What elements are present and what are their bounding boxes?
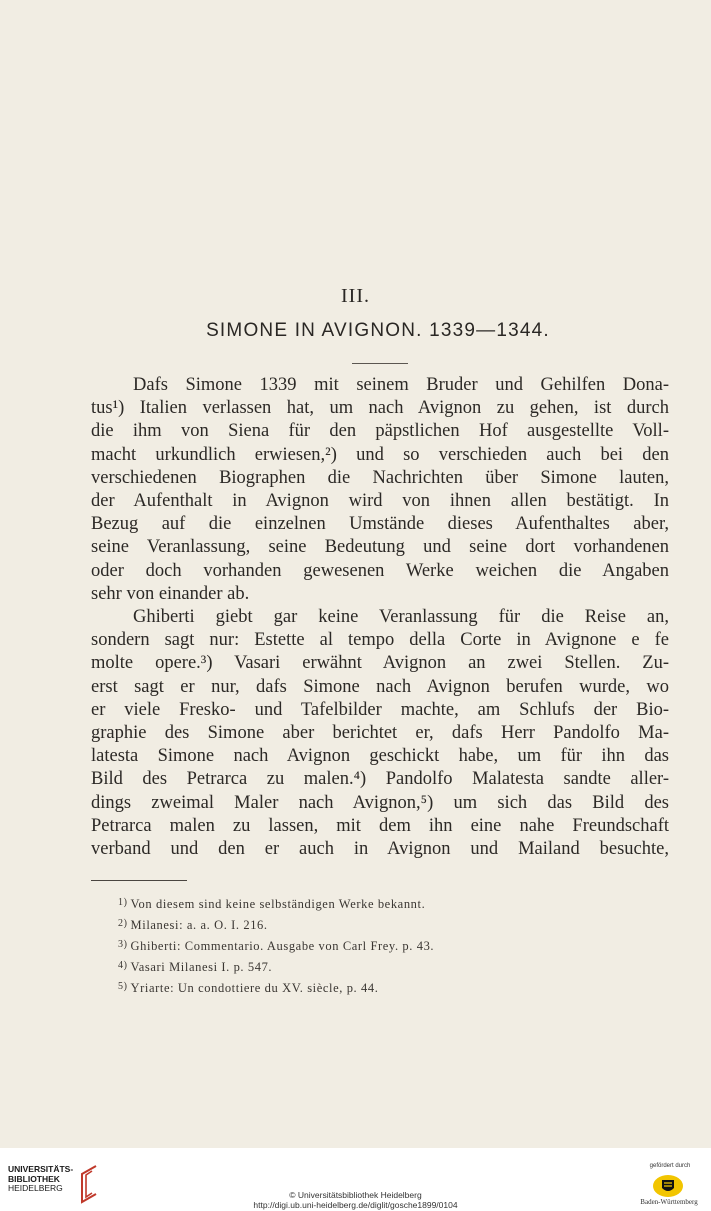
footnote bbox=[118, 914, 658, 935]
text-line: Dafs Simone 1339 mit seinem Bruder und Gehilfen Dona- bbox=[133, 375, 669, 395]
text-line: erst sagt er nur, dafs Simone nach Avignon berufen wurde, wo bbox=[91, 676, 669, 697]
text-line: dings zweimal Maler nach Avignon,⁵) um sich das Bild des bbox=[91, 792, 669, 813]
footnote-mark: 4) bbox=[118, 960, 128, 971]
text-line: Petrarca malen zu lassen, mit dem ihn eine nahe Freundschaft bbox=[91, 815, 669, 836]
footnote-text: Vasari Milanesi I. p. 547. bbox=[130, 960, 273, 974]
footnote-text: Milanesi: a. a. O. I. 216. bbox=[130, 918, 268, 932]
footnote bbox=[118, 935, 658, 956]
text-line: Bild des Petrarca zu malen.⁴) Pandolfo Malatesta sandte aller- bbox=[91, 769, 669, 790]
footnote bbox=[118, 893, 658, 914]
text-line: tus¹) Italien verlassen hat, um nach Avignon zu gehen, ist durch bbox=[91, 398, 669, 419]
text-line: macht urkundlich erwiesen,²) und so verschieden auch bei den bbox=[91, 444, 669, 465]
text-line: sehr von einander ab. bbox=[91, 583, 250, 604]
text-line: Ghiberti giebt gar keine Veranlassung für die Reise an, bbox=[133, 607, 669, 628]
library-logo-line: HEIDELBERG bbox=[8, 1183, 63, 1193]
coat-of-arms-icon bbox=[651, 1174, 685, 1198]
body-text bbox=[91, 374, 669, 861]
sponsor-label: gefördert durch bbox=[649, 1163, 691, 1169]
footnote bbox=[118, 956, 658, 977]
footnote-divider bbox=[91, 880, 187, 881]
copyright-notice bbox=[0, 1190, 711, 1210]
text-line: die ihm von Siena für den päpstlichen Hof ausgestellte Voll- bbox=[91, 421, 669, 442]
footnote-mark: 1) bbox=[118, 897, 128, 908]
copyright-text: © Universitätsbibliothek Heidelberg bbox=[289, 1190, 422, 1200]
text-line: seine Veranlassung, seine Bedeutung und seine dort vorhandenen bbox=[91, 537, 669, 558]
chapter-title: SIMONE IN AVIGNON. 1339—1344. bbox=[206, 320, 550, 341]
sponsor-name: Baden-Württemberg bbox=[640, 1198, 698, 1206]
library-logo-line: UNIVERSITÄTS- bbox=[8, 1164, 74, 1174]
text-line: Bezug auf die einzelnen Umstände dieses Aufenthaltes aber, bbox=[91, 514, 669, 535]
text-line: verband und den er auch in Avignon und Mailand besuchte, bbox=[91, 839, 669, 860]
footnote-text: Ghiberti: Commentario. Ausgabe von Carl Frey. p. 43. bbox=[130, 939, 435, 953]
text-line: er viele Fresko- und Tafelbilder machte, am Schlufs der Bio- bbox=[91, 699, 669, 720]
text-line: latesta Simone nach Avignon geschickt habe, um für ihn das bbox=[91, 746, 669, 767]
library-logo-line: BIBLIOTHEK bbox=[8, 1173, 60, 1184]
footnote-text: Yriarte: Un condottiere du XV. siècle, p. 44. bbox=[130, 981, 379, 995]
permalink-link[interactable]: http://digi.ub.uni-heidelberg.de/diglit/gosche1899/0104 bbox=[253, 1200, 458, 1210]
text-line: graphie des Simone aber berichtet er, dafs Herr Pandolfo Ma- bbox=[91, 723, 669, 744]
footnote-mark: 2) bbox=[118, 918, 128, 929]
text-line: der Aufenthalt in Avignon wird von ihnen allen bestätigt. In bbox=[91, 491, 669, 512]
title-divider bbox=[352, 363, 408, 364]
footnote-mark: 5) bbox=[118, 981, 128, 992]
footnote bbox=[118, 977, 658, 998]
chapter-number: III. bbox=[341, 285, 370, 307]
text-line: molte opere.³) Vasari erwähnt Avignon an zwei Stellen. Zu- bbox=[91, 653, 669, 674]
footnotes bbox=[118, 893, 658, 998]
text-line: sondern sagt nur: Estette al tempo della Corte in Avignone e fe bbox=[91, 630, 669, 651]
footnote-text: Von diesem sind keine selbständigen Werke bekannt. bbox=[130, 897, 426, 911]
text-line: verschiedenen Biographen die Nachrichten über Simone lauten, bbox=[91, 467, 669, 488]
footnote-mark: 3) bbox=[118, 939, 128, 950]
text-line: oder doch vorhanden gewesenen Werke weichen die Angaben bbox=[91, 560, 669, 581]
